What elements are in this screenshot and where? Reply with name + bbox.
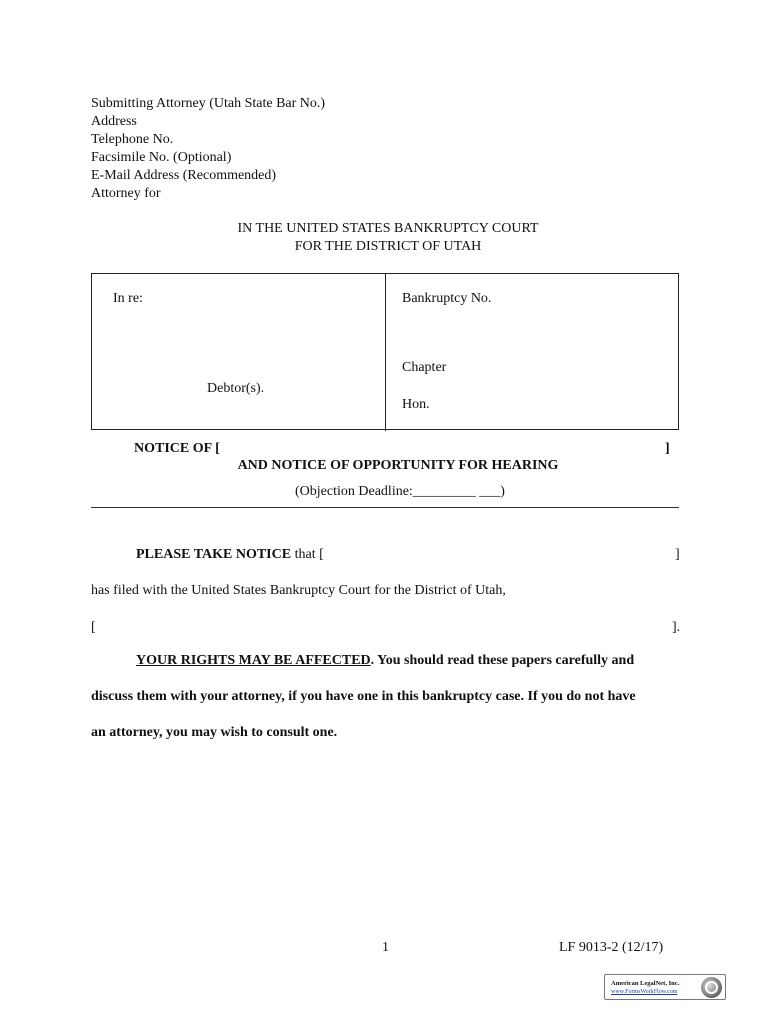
chapter-label: Chapter (402, 360, 447, 375)
court-district: FOR THE DISTRICT OF UTAH (294, 239, 482, 254)
notice-title: NOTICE OF [ (134, 441, 220, 456)
filed-line: has filed with the United States Bankruptcy Court for the District of Utah, (91, 583, 506, 598)
attorney-telephone: Telephone No. (91, 132, 174, 147)
rights-line1-rest: . You should read these papers carefully and (370, 653, 635, 668)
in-re-label: In re: (113, 291, 143, 306)
rights-heading: YOUR RIGHTS MAY BE AFFECTED (136, 653, 371, 668)
please-take-notice-bold: PLEASE TAKE NOTICE (136, 547, 292, 562)
legalnet-logo[interactable] (604, 974, 726, 1000)
attorney-bar-no: Submitting Attorney (Utah State Bar No.) (91, 96, 326, 111)
rights-paragraph-line3: an attorney, you may wish to consult one. (91, 725, 338, 740)
court-name: IN THE UNITED STATES BANKRUPTCY COURT (237, 221, 539, 236)
that-close-bracket: ] (675, 547, 680, 562)
document-close-bracket: ]. (672, 620, 681, 635)
rights-paragraph-line1 (136, 653, 634, 669)
page-number: 1 (382, 940, 389, 955)
form-identifier: LF 9013-2 (12/17) (559, 940, 664, 955)
attorney-for: Attorney for (91, 186, 161, 201)
bankruptcy-no-label: Bankruptcy No. (402, 291, 492, 306)
judge-label: Hon. (402, 397, 430, 412)
globe-icon (701, 977, 722, 998)
debtor-label: Debtor(s). (207, 381, 265, 396)
please-take-notice-line (136, 547, 324, 563)
objection-deadline: (Objection Deadline:_________ ___) (295, 484, 505, 499)
horizontal-rule (91, 507, 679, 508)
attorney-email: E-Mail Address (Recommended) (91, 168, 277, 183)
that-bracket: that [ (291, 547, 324, 562)
rights-paragraph-line2: discuss them with your attorney, if you have one in this bankruptcy case. If you do not have (91, 689, 636, 704)
attorney-address: Address (91, 114, 137, 129)
notice-title-close-bracket: ] (665, 441, 670, 456)
attorney-facsimile: Facsimile No. (Optional) (91, 150, 232, 165)
caption-divider (385, 273, 386, 431)
notice-subtitle: AND NOTICE OF OPPORTUNITY FOR HEARING (237, 458, 559, 473)
logo-website-link[interactable]: www.FormsWorkFlow.com (611, 989, 678, 995)
document-open-bracket: [ (91, 620, 96, 635)
logo-company-name: American LegalNet, Inc. (611, 980, 680, 987)
